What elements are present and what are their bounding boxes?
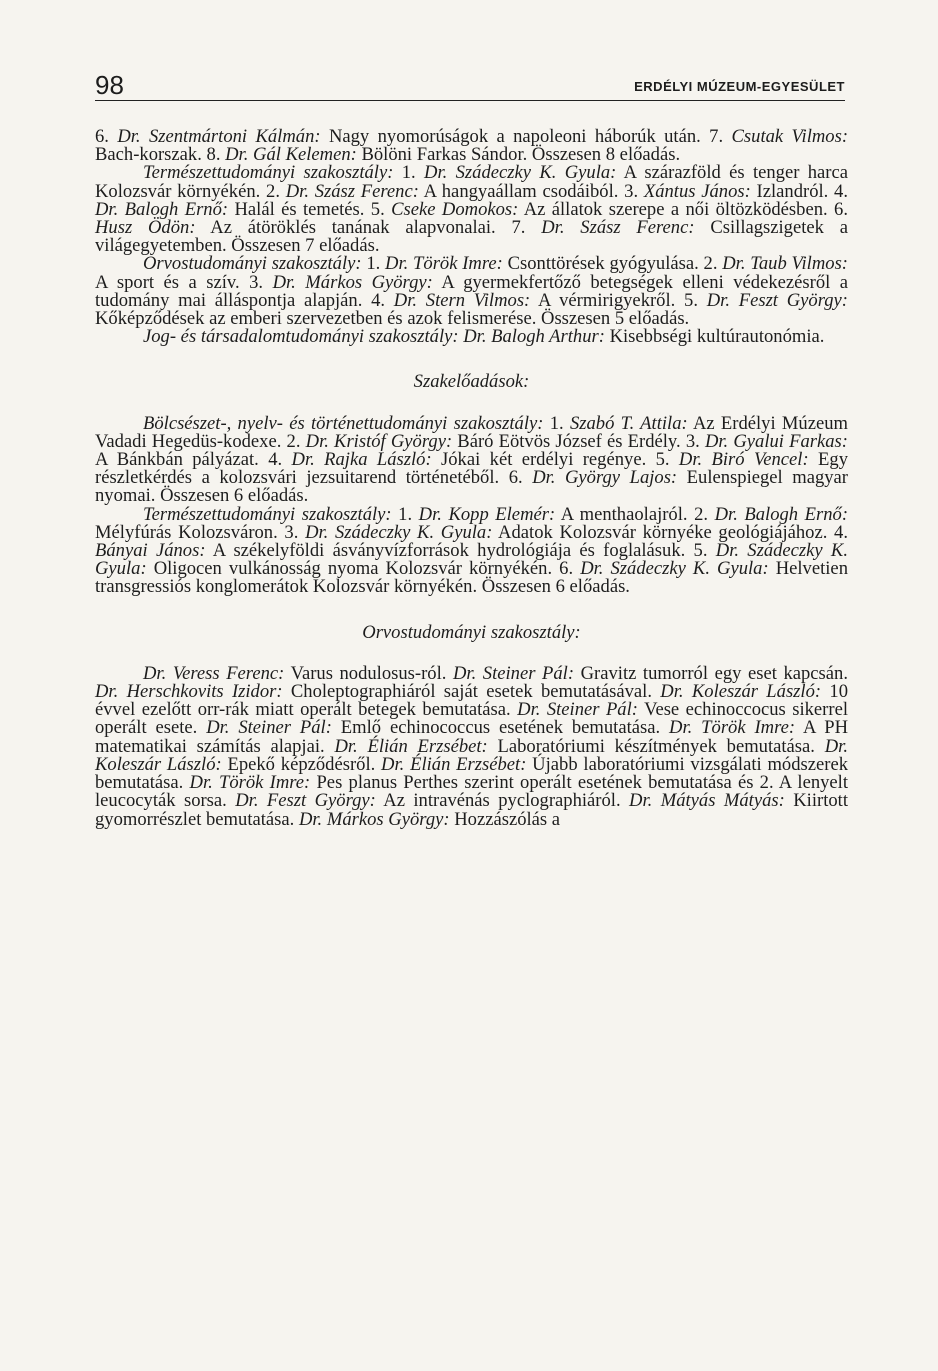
- text-run: A sport és a szív. 3.: [95, 271, 273, 293]
- italic-run: Dr. Szász Ferenc:: [541, 217, 695, 239]
- italic-run: Dr. Feszt György:: [235, 790, 376, 812]
- italic-run: Xántus János:: [643, 180, 751, 202]
- paragraph: [95, 412, 849, 507]
- running-title: ERDÉLYI MÚZEUM-EGYESÜLET: [634, 79, 845, 94]
- text-run: 6.: [95, 126, 118, 147]
- text-run: 1.: [543, 412, 570, 434]
- italic-run: Bölcsészet-, nyelv- és történettudományi szakosztály:: [143, 412, 544, 434]
- paragraph: [95, 662, 849, 830]
- text-run: A székelyföldi ásványvízforrások hydrológiája és foglalásuk. 5.: [205, 540, 716, 562]
- italic-run: Dr. Kristóf György:: [305, 430, 453, 452]
- paragraph: [95, 255, 848, 328]
- italic-run: Dr. Balogh Arthur:: [463, 326, 605, 348]
- italic-run: Jog- és társadalomtudományi szakosztály:: [143, 326, 459, 348]
- italic-run: Szabó T. Attila:: [569, 412, 688, 434]
- text-run: Báró Eötvös József és Erdély. 3.: [452, 430, 705, 452]
- italic-run: Dr. Török Imre:: [385, 253, 503, 275]
- text-run: Kiirtott gyomorrészlet bemutatása.: [95, 790, 848, 830]
- italic-run: Dr. Szádeczky K. Gyula:: [305, 521, 493, 543]
- italic-run: Dr. Gál Kelemen:: [225, 144, 357, 166]
- italic-run: Bányai János:: [95, 540, 206, 562]
- italic-run: Dr. Rajka László:: [291, 449, 432, 471]
- italic-run: Dr. Balogh Ernő:: [714, 503, 849, 525]
- section-heading: [95, 373, 848, 391]
- text-run: 1.: [361, 253, 386, 275]
- italic-run: Orvostudományi szakosztály:: [362, 621, 581, 643]
- italic-run: Csutak Vilmos:: [731, 126, 849, 147]
- text-run: Kisebbségi kultúrautonómia.: [604, 326, 825, 348]
- text-run: Csonttörések gyógyulása. 2.: [502, 253, 723, 275]
- text-run: Egy részletkérdés a kolozsvári jezsuitarend történetéből. 6.: [95, 449, 848, 489]
- italic-run: Orvostudományi szakosztály:: [143, 253, 362, 275]
- paragraph: [95, 503, 849, 598]
- text-run: Az állatok szerepe a női öltözködésben. 6.: [518, 198, 848, 220]
- section-heading: [95, 621, 848, 643]
- italic-run: Dr. Szádeczky K. Gyula:: [424, 162, 617, 184]
- italic-run: Dr. Herschkovits Izidor:: [95, 681, 283, 703]
- document-body: [95, 128, 848, 829]
- text-run: A menthaolajról. 2.: [555, 503, 715, 525]
- text-run: Az átöröklés tanának alapvonalai. 7.: [195, 217, 542, 239]
- section-gap: [95, 597, 848, 624]
- italic-run: Dr. Feszt György:: [706, 289, 848, 311]
- italic-run: Husz Ödön:: [95, 217, 196, 239]
- italic-run: Dr. Márkos György:: [298, 808, 450, 830]
- text-run: Halál és temetés. 5.: [228, 198, 392, 220]
- italic-run: Dr. Szentmártoni Kálmán:: [117, 126, 321, 147]
- text-run: Jókai két erdélyi regénye. 5.: [431, 449, 679, 471]
- italic-run: Dr. Kopp Elemér:: [418, 503, 556, 525]
- text-run: Adatok Kolozsvár környéke geológiájához. 4.: [492, 521, 848, 543]
- text-run: Choleptographiáról saját esetek bemutatásával.: [282, 681, 661, 703]
- page-header: [95, 70, 845, 100]
- italic-run: Természettudományi szakosztály:: [143, 162, 394, 184]
- italic-run: Dr. Török Imre:: [669, 717, 796, 739]
- italic-run: Dr. Élián Erzsébet:: [334, 735, 488, 757]
- italic-run: Dr. Szádeczky K. Gyula:: [95, 540, 848, 580]
- italic-run: Dr. Koleszár László:: [95, 735, 848, 775]
- italic-run: Dr. Biró Vencel:: [678, 449, 809, 471]
- text-run: Epekő képződésről.: [221, 753, 382, 775]
- text-run: A hangyaállam csodáiból. 3.: [418, 180, 644, 202]
- paragraph: [95, 128, 848, 164]
- italic-run: Dr. Steiner Pál:: [206, 717, 332, 739]
- text-run: Kőképződések az emberi szervezetben és azok felismerése. Összesen 5 előadás.: [95, 308, 690, 330]
- section-gap: [95, 346, 848, 373]
- text-run: Hozzászólás a: [449, 808, 561, 830]
- text-run: Az Erdélyi Múzeum Vadadi Hegedüs-kodexe. 2.: [95, 412, 848, 452]
- italic-run: Dr. Mátyás Mátyás:: [629, 790, 785, 812]
- italic-run: Dr. Koleszár László:: [660, 681, 822, 703]
- paragraph: [95, 164, 848, 255]
- italic-run: Dr. Gyalui Farkas:: [704, 430, 848, 452]
- section-gap: [95, 392, 848, 415]
- text-run: Csillagszigetek a világegyetemben. Összesen 7 előadás.: [95, 217, 849, 257]
- text-run: Helvetien transgressiós konglomerátok Kolozsvár környékén. Összesen 6 előadás.: [95, 558, 848, 598]
- page-number: 98: [95, 70, 124, 100]
- text-run: Emlő echinococcus esetének bemutatása.: [331, 717, 670, 739]
- italic-run: Dr. Stern Vilmos:: [393, 289, 531, 311]
- text-run: Újabb laboratóriumi vizsgálati módszerek bemutatása.: [95, 753, 848, 794]
- text-run: A szárazföld és tenger harca Kolozsvár környékén. 2.: [95, 162, 849, 202]
- text-run: Gravitz tumorról egy eset kapcsán.: [574, 662, 848, 684]
- text-run: Varus nodulosus-ról.: [284, 662, 453, 684]
- section-gap: [95, 642, 848, 665]
- italic-run: Dr. Török Imre:: [189, 772, 311, 794]
- italic-run: Dr. György Lajos:: [532, 467, 678, 489]
- text-run: 1.: [391, 503, 419, 525]
- italic-run: Természettudományi szakosztály:: [143, 503, 392, 525]
- italic-run: Dr. Szádeczky K. Gyula:: [580, 558, 769, 580]
- text-run: Az intravénás pyclographiáról.: [375, 790, 630, 812]
- text-run: A Bánkbán pályázat. 4.: [95, 449, 292, 471]
- text-run: Pes planus Perthes szerint operált esetének bemutatása és 2. A lenyelt leucocyták sorsa.: [95, 772, 849, 812]
- text-run: Bölöni Farkas Sándor. Összesen 8 előadás.: [356, 144, 681, 166]
- italic-run: Dr. Taub Vilmos:: [722, 253, 848, 275]
- italic-run: Dr. Élián Erzsébet:: [381, 753, 527, 775]
- italic-run: Dr. Márkos György:: [272, 271, 433, 293]
- text-run: Nagy nyomorúságok a napoleoni háborúk után. 7.: [320, 126, 732, 147]
- text-run: Eulenspiegel magyar nyomai. Összesen 6 előadás.: [95, 467, 849, 507]
- italic-run: Dr. Steiner Pál:: [517, 699, 638, 721]
- italic-run: Dr. Balogh Ernő:: [95, 198, 229, 220]
- italic-run: Dr. Veress Ferenc:: [143, 662, 285, 684]
- text-run: A gyermekfertőző betegségek elleni védekezésről a tudomány mai álláspontja alapján. 4.: [95, 271, 849, 311]
- text-run: Laboratóriumi készítmények bemutatása.: [487, 735, 825, 757]
- text-run: Izlandról. 4.: [750, 180, 849, 202]
- text-run: Mélyfúrás Kolozsváron. 3.: [95, 521, 306, 543]
- italic-run: Dr. Steiner Pál:: [452, 662, 575, 684]
- text-run: A vérmirigyekről. 5.: [530, 289, 707, 311]
- text-run: A PH matematikai számítás alapjai.: [95, 717, 848, 757]
- italic-run: Dr. Szász Ferenc:: [285, 180, 419, 202]
- italic-run: Cseke Domokos:: [391, 198, 519, 220]
- text-run: Bach-korszak. 8.: [95, 144, 226, 166]
- text-run: 1.: [393, 162, 425, 184]
- italic-run: Szakelőadások:: [413, 371, 530, 393]
- text-run: Vese echinoccocus sikerrel operált esete.: [95, 699, 848, 739]
- text-run: Oligocen vulkánosság nyoma Kolozsvár környékén. 6.: [146, 558, 581, 580]
- header-rule: [95, 100, 845, 101]
- paragraph: [95, 328, 848, 346]
- text-run: 10 évvel ezelőtt orr-rák miatt operált betegek bemutatása.: [95, 681, 848, 721]
